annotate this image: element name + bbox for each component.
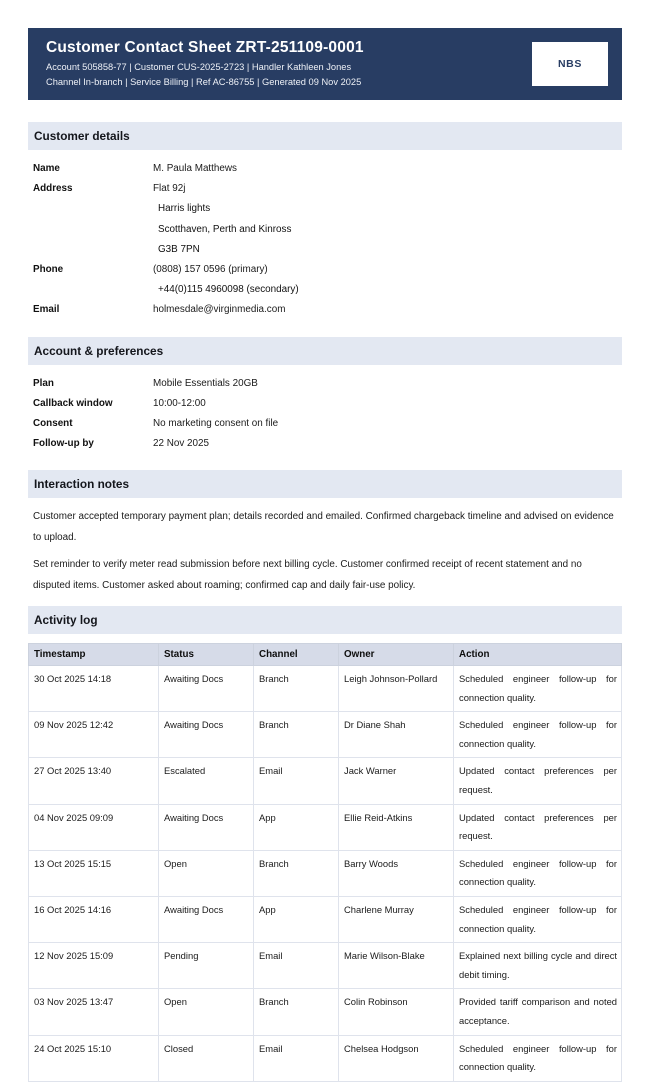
detail-row-callback-window bbox=[28, 394, 622, 414]
detail-label: Callback window bbox=[33, 397, 113, 409]
detail-label: Name bbox=[33, 163, 60, 174]
cell-owner: Dr Diane Shah bbox=[339, 712, 454, 758]
detail-value: No marketing consent on file bbox=[153, 418, 279, 430]
table-row bbox=[29, 666, 622, 712]
email-value: holmesdale@virginmedia.com bbox=[153, 304, 286, 316]
cell-status: Open bbox=[159, 850, 254, 896]
detail-value: Mobile Essentials 20GB bbox=[153, 377, 258, 389]
cell-timestamp: 03 Nov 2025 13:47 bbox=[29, 989, 159, 1035]
cell-timestamp: 09 Nov 2025 12:42 bbox=[29, 712, 159, 758]
customer-details-list bbox=[28, 150, 622, 321]
cell-status: Awaiting Docs bbox=[159, 712, 254, 758]
table-head bbox=[29, 644, 622, 666]
cell-action: Explained next billing cycle and direct debit timing. bbox=[454, 943, 622, 989]
cell-status: Awaiting Docs bbox=[159, 804, 254, 850]
activity-log-table bbox=[28, 643, 622, 1082]
detail-value: 10:00-12:00 bbox=[153, 397, 206, 409]
cell-owner: Marie Wilson-Blake bbox=[339, 943, 454, 989]
cell-action: Scheduled engineer follow-up for connection quality. bbox=[454, 850, 622, 896]
section-header-activity-log: Activity log bbox=[28, 606, 622, 634]
cell-channel: Branch bbox=[254, 712, 339, 758]
table-row bbox=[29, 943, 622, 989]
document-header bbox=[28, 28, 622, 100]
table-header-row bbox=[29, 644, 622, 666]
detail-row-name bbox=[28, 159, 622, 179]
table-row bbox=[29, 712, 622, 758]
cell-owner: Charlene Murray bbox=[339, 897, 454, 943]
section-header-customer-details: Customer details bbox=[28, 122, 622, 150]
cell-owner: Jack Warner bbox=[339, 758, 454, 804]
header-text-block bbox=[46, 38, 364, 91]
cell-action: Scheduled engineer follow-up for connection quality. bbox=[454, 666, 622, 712]
spacer bbox=[28, 100, 622, 122]
cell-timestamp: 30 Oct 2025 14:18 bbox=[29, 666, 159, 712]
detail-value: Flat 92j bbox=[153, 183, 186, 195]
address-line-3: Scotthaven, Perth and Kinross bbox=[158, 223, 292, 235]
cell-channel: Email bbox=[254, 943, 339, 989]
detail-row-plan bbox=[28, 374, 622, 394]
cell-timestamp: 04 Nov 2025 09:09 bbox=[29, 804, 159, 850]
detail-row-phone bbox=[28, 260, 622, 280]
cell-channel: App bbox=[254, 804, 339, 850]
table-body bbox=[29, 666, 622, 1082]
brand-logo: NBS bbox=[532, 42, 608, 86]
detail-label: Email bbox=[33, 304, 60, 316]
note-paragraph: Customer accepted temporary payment plan; details recorded and emailed. Confirmed chargeback timeline and advised on evidence to upload. bbox=[33, 511, 614, 543]
cell-channel: Branch bbox=[254, 989, 339, 1035]
cell-action: Scheduled engineer follow-up for connection quality. bbox=[454, 712, 622, 758]
cell-status: Escalated bbox=[159, 758, 254, 804]
cell-timestamp: 12 Nov 2025 15:09 bbox=[29, 943, 159, 989]
cell-action: Scheduled engineer follow-up for connection quality. bbox=[454, 1035, 622, 1081]
cell-action: Updated contact preferences per request. bbox=[454, 758, 622, 804]
detail-value: 22 Nov 2025 bbox=[153, 438, 210, 450]
cell-status: Pending bbox=[159, 943, 254, 989]
cell-timestamp: 27 Oct 2025 13:40 bbox=[29, 758, 159, 804]
cell-action: Provided tariff comparison and noted acceptance. bbox=[454, 989, 622, 1035]
cell-owner: Barry Woods bbox=[339, 850, 454, 896]
table-row bbox=[29, 850, 622, 896]
cell-channel: Email bbox=[254, 758, 339, 804]
cell-timestamp: 24 Oct 2025 15:10 bbox=[29, 1035, 159, 1081]
cell-status: Closed bbox=[159, 1035, 254, 1081]
cell-timestamp: 16 Oct 2025 14:16 bbox=[29, 897, 159, 943]
cell-owner: Ellie Reid-Atkins bbox=[339, 804, 454, 850]
detail-label: Phone bbox=[33, 264, 64, 276]
column-header-owner: Owner bbox=[339, 644, 454, 666]
cell-action: Scheduled engineer follow-up for connection quality. bbox=[454, 897, 622, 943]
detail-row-address bbox=[28, 179, 622, 199]
spacer bbox=[28, 596, 622, 606]
detail-label: Consent bbox=[33, 418, 73, 430]
spacer bbox=[28, 454, 622, 470]
phone-secondary: +44(0)115 4960098 (secondary) bbox=[158, 284, 299, 296]
detail-value: M. Paula Matthews bbox=[153, 163, 237, 174]
cell-channel: Branch bbox=[254, 666, 339, 712]
header-subtitle-line-2: Channel In-branch | Service Billing | Ref AC-86755 | Generated 09 Nov 2025 bbox=[46, 77, 362, 88]
table-row bbox=[29, 989, 622, 1035]
column-header-channel: Channel bbox=[254, 644, 339, 666]
phone-primary: (0808) 157 0596 (primary) bbox=[153, 264, 268, 276]
table-row bbox=[29, 758, 622, 804]
interaction-notes-body bbox=[28, 498, 622, 596]
cell-status: Awaiting Docs bbox=[159, 897, 254, 943]
address-line-2: Harris lights bbox=[158, 203, 211, 215]
column-header-action: Action bbox=[454, 644, 622, 666]
detail-row-email bbox=[28, 300, 622, 320]
table-row bbox=[29, 1035, 622, 1081]
cell-channel: Branch bbox=[254, 850, 339, 896]
detail-row-consent bbox=[28, 414, 622, 434]
spacer bbox=[28, 321, 622, 337]
cell-timestamp: 13 Oct 2025 15:15 bbox=[29, 850, 159, 896]
section-header-interaction-notes: Interaction notes bbox=[28, 470, 622, 498]
detail-label: Address bbox=[33, 183, 73, 195]
detail-label: Plan bbox=[33, 377, 54, 389]
cell-owner: Chelsea Hodgson bbox=[339, 1035, 454, 1081]
header-subtitle-line-1: Account 505858-77 | Customer CUS-2025-2723 | Handler Kathleen Jones bbox=[46, 62, 352, 73]
cell-owner: Colin Robinson bbox=[339, 989, 454, 1035]
detail-row-follow-up-by bbox=[28, 434, 622, 454]
section-header-account-preferences: Account & preferences bbox=[28, 337, 622, 365]
detail-label: Follow-up by bbox=[33, 438, 94, 450]
account-preferences-list bbox=[28, 365, 622, 455]
cell-channel: Email bbox=[254, 1035, 339, 1081]
column-header-timestamp: Timestamp bbox=[29, 644, 159, 666]
cell-action: Updated contact preferences per request. bbox=[454, 804, 622, 850]
address-line-4: G3B 7PN bbox=[158, 243, 200, 255]
page-title: Customer Contact Sheet ZRT-251109-0001 bbox=[46, 38, 364, 56]
cell-status: Awaiting Docs bbox=[159, 666, 254, 712]
cell-owner: Leigh Johnson-Pollard bbox=[339, 666, 454, 712]
cell-status: Open bbox=[159, 989, 254, 1035]
note-paragraph: Set reminder to verify meter read submission before next billing cycle. Customer confirmed receipt of recent statement and no disputed items. Customer asked about roaming; confirmed cap and daily fair-use policy. bbox=[33, 559, 582, 591]
cell-channel: App bbox=[254, 897, 339, 943]
column-header-status: Status bbox=[159, 644, 254, 666]
table-row bbox=[29, 804, 622, 850]
